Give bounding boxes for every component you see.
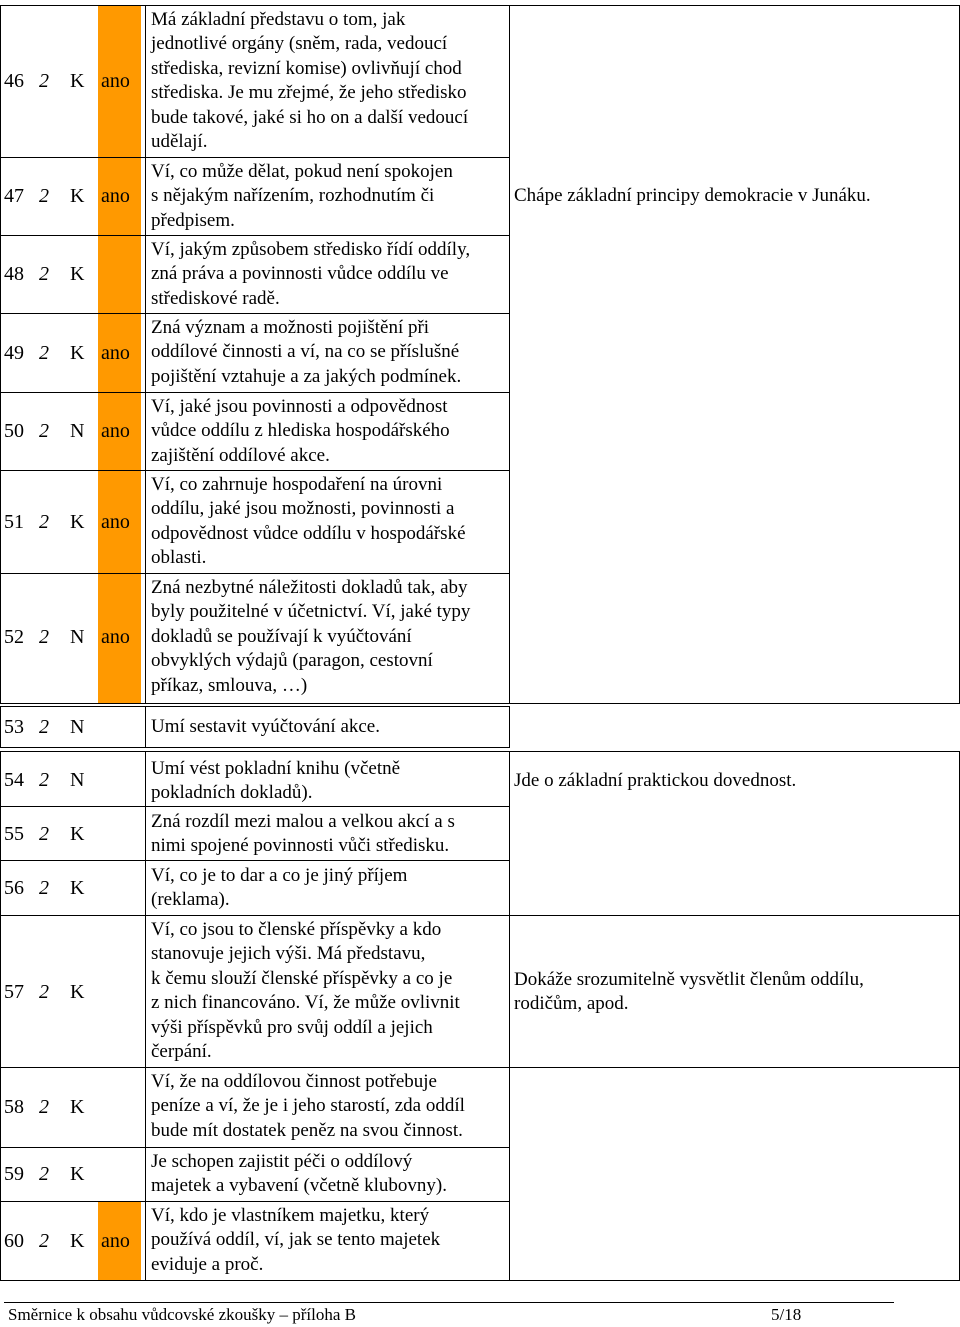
footer-title: Směrnice k obsahu vůdcovské zkoušky – příloha B: [8, 1305, 356, 1324]
row-requirement: K: [70, 981, 85, 1003]
row-description: Má základní představu o tom, jak jednotlivé orgány (sněm, rada, vedoucí střediska, revizní komise) ovlivňují chod střediska. Je mu zřejmé, že jeho středisko bude takové, jaké si ho on a další vedoucí udělají.: [151, 9, 469, 153]
row-separator: [0, 1201, 510, 1202]
row-number: 48: [4, 263, 24, 285]
row-description: Ví, co jsou to členské příspěvky a kdo stanovuje jejich výši. Má představu, k čemu slouží členské příspěvky a co je z nich financováno. Ví, že může ovlivnit výši příspěvků pro svůj oddíl a jejich čerpání.: [151, 919, 460, 1063]
row-level: 2: [39, 342, 49, 364]
row-ano: ano: [101, 420, 130, 442]
row-separator: [0, 157, 510, 158]
row-description: Ví, jakým způsobem středisko řídí oddíly, zná práva a povinnosti vůdce oddílu ve střediskové radě.: [151, 239, 471, 309]
row-number: 60: [4, 1230, 24, 1252]
row-requirement: K: [70, 185, 85, 207]
row-requirement: N: [70, 716, 85, 738]
col-border-note: [509, 706, 510, 748]
row-separator: [0, 235, 510, 236]
row-description: Ví, kdo je vlastníkem majetku, který používá oddíl, ví, jak se tento majetek eviduje a proč.: [151, 1205, 441, 1275]
row-number: 46: [4, 70, 24, 92]
row-level: 2: [39, 185, 49, 207]
row-requirement: N: [70, 626, 85, 648]
row-level: 2: [39, 420, 49, 442]
row-number: 52: [4, 626, 24, 648]
row-description: Ví, že na oddílovou činnost potřebuje peníze a ví, že je i jeho starostí, zda oddíl bude mít dostatek peněz na svou činnost.: [151, 1071, 465, 1141]
row-level: 2: [39, 981, 49, 1003]
note-explain-members: Dokáže srozumitelně vysvětlit členům oddílu, rodičům, apod.: [514, 969, 864, 1015]
row-description: Zná rozdíl mezi malou a velkou akcí a s nimi spojené povinnosti vůči středisku.: [151, 811, 455, 857]
row-level: 2: [39, 70, 49, 92]
row-separator: [0, 470, 510, 471]
col-border-note: [509, 751, 510, 1281]
row-number: 49: [4, 342, 24, 364]
row-separator: [0, 806, 510, 807]
col-border-desc: [145, 5, 146, 704]
row-ano: ano: [101, 511, 130, 533]
row-separator: [0, 392, 510, 393]
row-level: 2: [39, 716, 49, 738]
row-description: Zná nezbytné náležitosti dokladů tak, aby byly použitelné v účetnictví. Ví, jaké typy dokladů se používají k vyúčtování obvyklých výdajů (paragon, cestovní příkaz, smlouva, …): [151, 577, 471, 696]
row-number: 54: [4, 769, 24, 791]
row-separator: [0, 860, 510, 861]
row-number: 47: [4, 185, 24, 207]
col-border-desc: [145, 706, 146, 748]
page-number: 5/18: [771, 1305, 802, 1324]
footer-rule: [4, 1302, 894, 1303]
table-border-group1-bottom: [0, 703, 960, 704]
row-level: 2: [39, 877, 49, 899]
row-requirement: K: [70, 263, 85, 285]
note-democracy: Chápe základní principy demokracie v Junáku.: [514, 185, 871, 206]
row-number: 53: [4, 716, 24, 738]
row-separator: [0, 1147, 510, 1148]
row-ano: ano: [101, 70, 130, 92]
row-requirement: K: [70, 342, 85, 364]
row-ano: ano: [101, 626, 130, 648]
row-separator: [0, 573, 510, 574]
row-ano: ano: [101, 1230, 130, 1252]
table-border-group2-bottom: [0, 747, 510, 748]
col-border-left: [0, 751, 1, 1281]
row-requirement: N: [70, 420, 85, 442]
row-description: Umí sestavit vyúčtování akce.: [151, 716, 380, 737]
row-level: 2: [39, 1230, 49, 1252]
row-description: Ví, co může dělat, pokud není spokojen s nějakým nařízením, rozhodnutím či předpisem.: [151, 161, 453, 231]
row-level: 2: [39, 823, 49, 845]
row-description: Ví, co zahrnuje hospodaření na úrovni oddílu, jaké jsou možnosti, povinnosti a odpovědnost vůdce oddílu v hospodářské oblasti.: [151, 474, 466, 569]
row-requirement: K: [70, 877, 85, 899]
row-separator: [0, 915, 960, 916]
row-level: 2: [39, 626, 49, 648]
row-requirement: K: [70, 1096, 85, 1118]
row-separator: [0, 313, 510, 314]
table-border-group2-top: [0, 706, 510, 707]
row-level: 2: [39, 769, 49, 791]
row-description: Umí vést pokladní knihu (včetně pokladních dokladů).: [151, 758, 401, 804]
row-level: 2: [39, 511, 49, 533]
row-number: 58: [4, 1096, 24, 1118]
row-requirement: K: [70, 70, 85, 92]
row-separator: [0, 1067, 960, 1068]
row-number: 51: [4, 511, 24, 533]
col-border-left: [0, 706, 1, 748]
row-description: Zná význam a možnosti pojištění při oddílové činnosti a ví, na co se příslušné pojištění vztahuje a za jakých podmínek.: [151, 317, 462, 387]
row-requirement: K: [70, 823, 85, 845]
table-border-bottom: [0, 1280, 960, 1281]
row-number: 57: [4, 981, 24, 1003]
row-level: 2: [39, 263, 49, 285]
row-description: Je schopen zajistit péči o oddílový majetek a vybavení (včetně klubovny).: [151, 1151, 447, 1197]
note-practical-skill: Jde o základní praktickou dovednost.: [514, 770, 797, 791]
row-ano: ano: [101, 185, 130, 207]
row-number: 55: [4, 823, 24, 845]
table-border-group3-top: [0, 751, 960, 752]
col-border-left: [0, 5, 1, 704]
row-level: 2: [39, 1163, 49, 1185]
col-border-note: [509, 5, 510, 704]
row-number: 56: [4, 877, 24, 899]
row-requirement: K: [70, 1230, 85, 1252]
row-requirement: K: [70, 511, 85, 533]
row-number: 59: [4, 1163, 24, 1185]
row-requirement: N: [70, 769, 85, 791]
row-ano: ano: [101, 342, 130, 364]
table-border-top: [0, 5, 960, 6]
col-border-desc: [145, 751, 146, 1281]
row-number: 50: [4, 420, 24, 442]
row-description: Ví, co je to dar a co je jiný příjem (reklama).: [151, 865, 408, 911]
row-level: 2: [39, 1096, 49, 1118]
row-requirement: K: [70, 1163, 85, 1185]
row-description: Ví, jaké jsou povinnosti a odpovědnost vůdce oddílu z hlediska hospodářského zajištění oddílové akce.: [151, 396, 450, 466]
